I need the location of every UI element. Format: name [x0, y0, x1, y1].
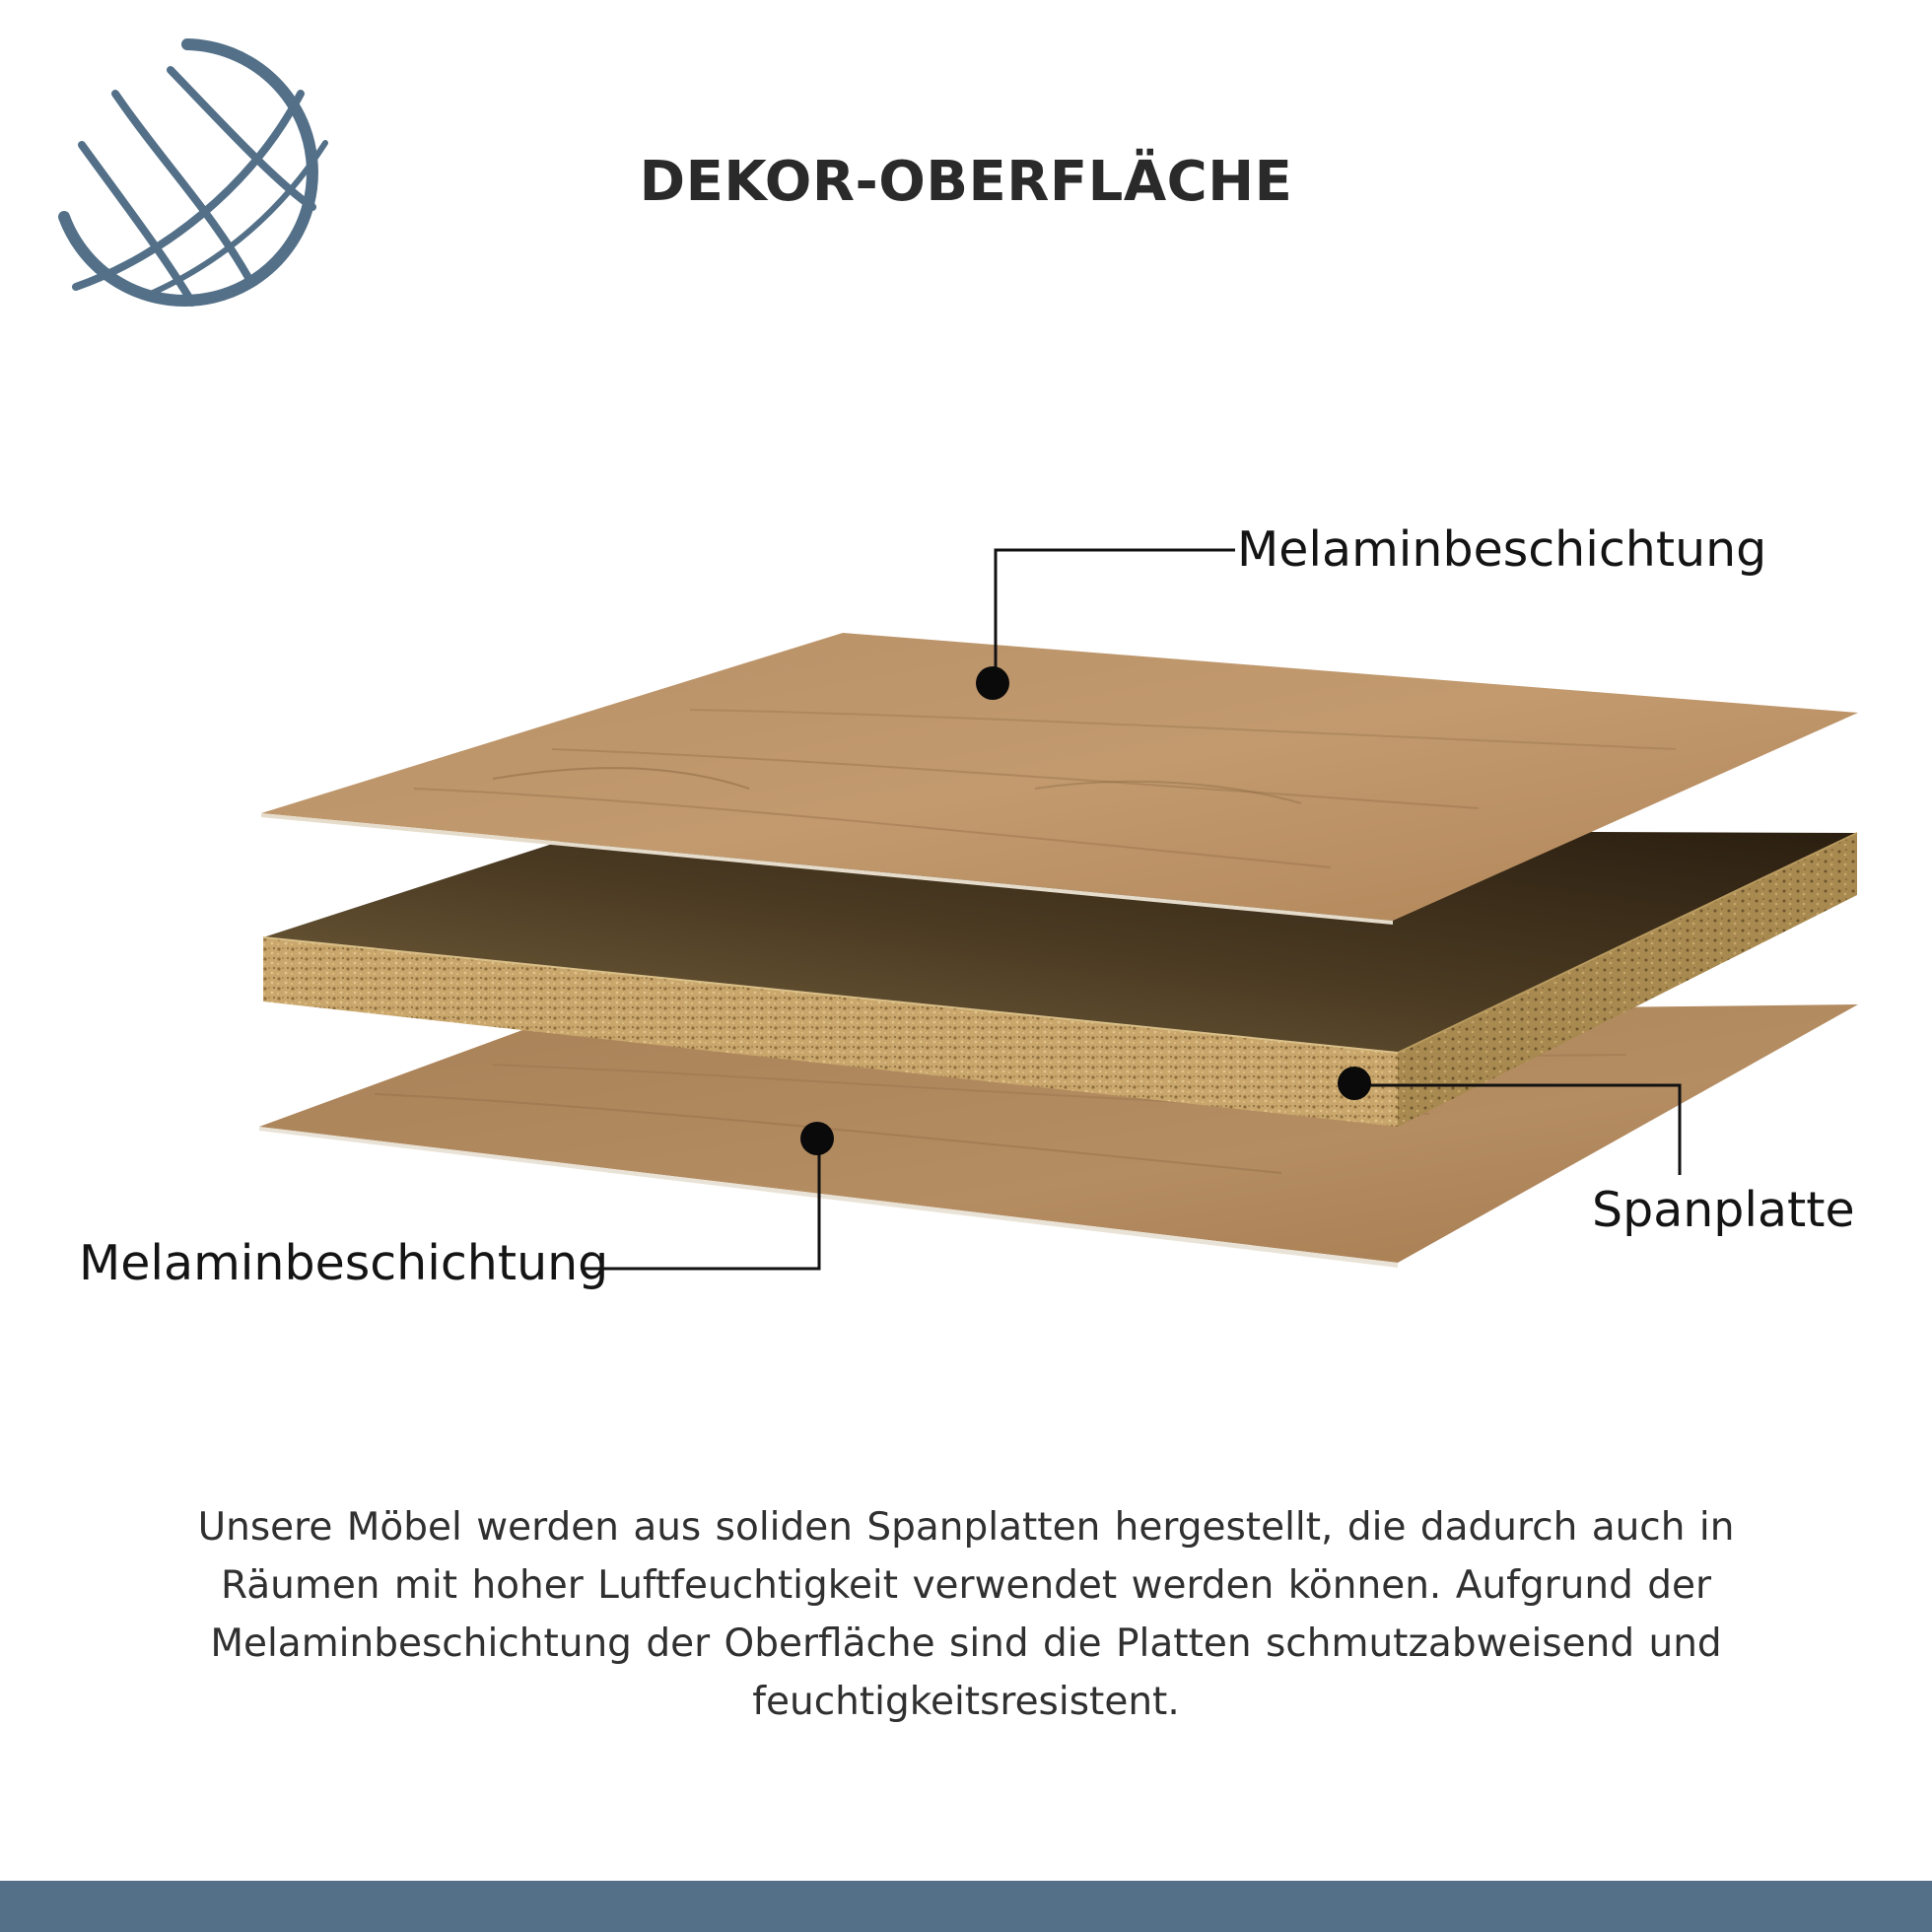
- callout-dot-left: [800, 1122, 834, 1155]
- callout-label-top-melamine: Melaminbeschichtung: [1237, 521, 1767, 578]
- callout-label-chipboard: Spanplatte: [1592, 1182, 1855, 1238]
- callout-dot-top: [976, 666, 1009, 700]
- footer-bar: [0, 1881, 1932, 1932]
- description-text: Unsere Möbel werden aus soliden Spanplatten hergestellt, die dadurch auch in Räumen mit hoher Luftfeuchtigkeit verwendet werden können. Aufgrund der Melaminbeschichtung der Oberfläche sind die Platten schmutzabweisend und feuchtigkeitsresistent.: [197, 1505, 1735, 1724]
- callout-dot-right: [1338, 1067, 1371, 1100]
- callout-label-bottom-melamine: Melaminbeschichtung: [79, 1235, 609, 1291]
- page-title: DEKOR-OBERFLÄCHE: [639, 150, 1293, 214]
